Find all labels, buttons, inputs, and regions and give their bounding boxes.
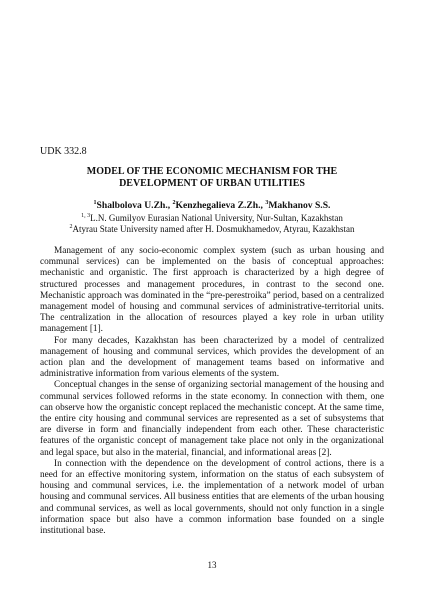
paragraph-2: For many decades, Kazakhstan has been characterized by a model of centralized management of housing and communal services, which provides the development of an action plan and the development of management teams based on informative and administrative information from various elements of the system.	[40, 335, 384, 380]
affiliation-2-mark: 2	[69, 224, 73, 230]
author-1-name: Shalbolova U.Zh.,	[96, 200, 173, 211]
paragraph-3: Conceptual changes in the sense of organizing sectorial management of the housing and communal services followed reforms in the state economy. In connection with them, one can observe how the organistic concept replaced the mechanistic concept. At the same time, the entire city housing and communal services are represented as a set of subsystems that are diverse in form and financially independent from each other. These characteristic features of the organistic concept of management take place not only in the organizational and legal space, but also in the material, financial, and informational areas [2].	[40, 380, 384, 458]
title-line-2: DEVELOPMENT OF URBAN UTILITIES	[119, 178, 305, 189]
affiliation-1	[40, 213, 384, 224]
body-text	[40, 246, 384, 537]
author-1-affiliation-mark: 1	[93, 199, 97, 206]
author-2-name: Kenzhegalieva Z.Zh.,	[175, 200, 266, 211]
paragraph-1: Management of any socio-economic complex system (such as urban housing and communal services) can be implemented on the basis of conceptual approaches: mechanistic and organistic. The first approach is characterized by a high degree of structured processes and management procedures, in contrast to the second one. Mechanistic approach was dominated in the “pre-perestroika” period, based on a centralized management model of housing and communal services of administrative-territorial units. The centralization in the allocation of resources played a key role in urban utility management [1].	[40, 246, 384, 335]
page-number: 13	[207, 560, 217, 570]
paragraph-4: In connection with the dependence on the development of control actions, there is a need for an effective monitoring system, information on the status of each subsystem of housing and communal services, i.e. the implementation of a network model of urban housing and communal services. All business entities that are elements of the urban housing and communal services, as well as local governments, should not only function in a single information space but also have a common information base founded on a single institutional base.	[40, 458, 384, 537]
author-3-affiliation-mark: 3	[265, 199, 269, 206]
author-2-affiliation-mark: 2	[172, 199, 176, 206]
paper-title	[40, 166, 384, 190]
author-3-name: Makhanov S.S.	[268, 200, 331, 211]
udk-code: UDK 332.8	[40, 146, 87, 157]
affiliation-2	[40, 224, 384, 235]
affiliation-2-text: Atyrau State University named after H. Dosmukhamedov, Atyrau, Kazakhstan	[72, 224, 355, 234]
affiliation-1-mark: 1, 3	[81, 213, 91, 219]
title-line-1: MODEL OF THE ECONOMIC MECHANISM FOR THE	[86, 166, 338, 177]
affiliation-1-text: L.N. Gumilyov Eurasian National University, Nur-Sultan, Kazakhstan	[90, 213, 343, 223]
author-list	[40, 200, 384, 212]
